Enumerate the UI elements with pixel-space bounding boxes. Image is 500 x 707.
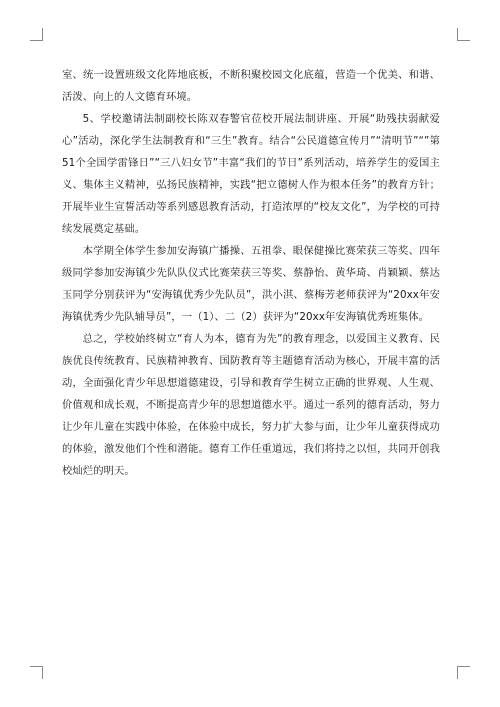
paragraph-legal-education: 5、学校邀请法制副校长陈双春警官莅校开展法制讲座、开展“助残扶弱献爱心”活动，深化学生法制教育和“三生”教育。结合“公民道德宣传月”“清明节”“”第51个全国学雷锋日”“三八妇女节”丰富“我们的节日”系列活动，培养学生的爱国主义、集体主义精神，弘扬民族精神，实践“把立德树人作为根本任务”的教育方针；开展毕业生宣誓活动等系列感恩教育活动，打造浓厚的“校友文化”，为学校的可持续发展奠定基础。 xyxy=(62,113,440,235)
document-body xyxy=(62,64,440,482)
crop-mark-top-right xyxy=(457,28,470,41)
crop-mark-bottom-right xyxy=(457,666,470,679)
paragraph-summary: 总之，学校始终树立“育人为本，德育为先”的教育理念，以爱国主义教育、民族优良传统教育、民族精神教育、国防教育等主题德育活动为核心，开展丰富的活动，全面强化青少年思想道德建设，引导和教育学生树立正确的世界观、人生观、价值观和成长观，不断提高青少年的思想道德水平。通过一系列的德育活动，努力让少年儿童在实践中体验，在体验中成长，努力扩大参与面，让少年儿童获得成功的体验，激发他们个性和潜能。德育工作任重道远，我们将持之以恒，共同开创我校灿烂的明天。 xyxy=(62,333,440,477)
paragraph-campus-culture: 室、统一设置班级文化阵地底板，不断积聚校园文化底蕴，营造一个优美、和谐、活泼、向上的人文德育环境。 xyxy=(62,69,440,103)
paragraph-awards: 本学期全体学生参加安海镇广播操、五祖拳、眼保健操比赛荣获三等奖、四年级同学参加安海镇少先队队仪式比赛荣获三等奖、蔡静怡、黄华琦、肖颖颖、蔡达玉同学分别获评为“安海镇优秀少先队员”，洪小淇、蔡梅芳老师获评为“20xx年安海镇优秀少先队辅导员”，一（1）、二（2）获评为“20xx年安海镇优秀班集体。 xyxy=(62,245,440,323)
crop-mark-bottom-left xyxy=(30,666,43,679)
crop-mark-top-left xyxy=(30,28,43,41)
